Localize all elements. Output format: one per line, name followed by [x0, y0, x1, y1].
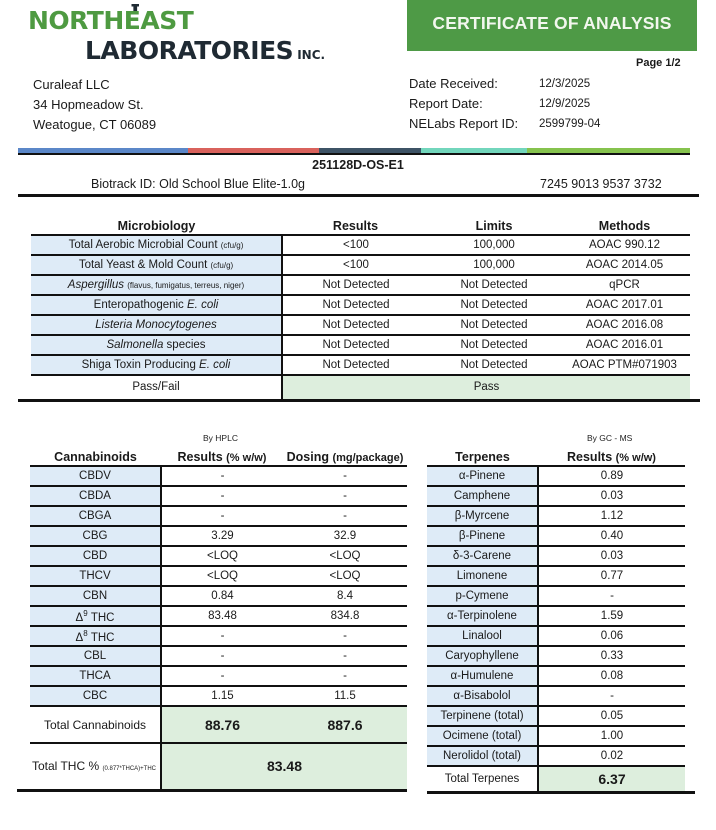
- table-row: [17, 626, 407, 646]
- result-value: <100: [282, 235, 429, 255]
- certificate-banner: CERTIFICATE OF ANALYSIS: [407, 0, 697, 51]
- table-row: [17, 606, 407, 626]
- method-value: AOAC 2017.01: [559, 295, 690, 315]
- table-row: [17, 466, 407, 486]
- table-row: [427, 626, 695, 646]
- result-value: Not Detected: [282, 295, 429, 315]
- color-segment-teal: [421, 148, 527, 153]
- test-name: Shiga Toxin Producing E. coli: [31, 355, 282, 375]
- header-dosing: Dosing (mg/package): [286, 450, 404, 464]
- cannabinoid-name: THCV: [30, 566, 161, 586]
- result-value: -: [161, 466, 283, 486]
- divider: [18, 194, 699, 197]
- total-thc-label: Total THC % (0.877*THCA)+THC: [30, 743, 161, 790]
- result-value: -: [161, 666, 283, 686]
- table-row: [427, 466, 695, 486]
- terpene-name: Linalool: [427, 626, 538, 646]
- method-value: AOAC 990.12: [559, 235, 690, 255]
- table-row: [427, 666, 695, 686]
- color-segment-red: [188, 148, 319, 153]
- terpene-name: Ocimene (total): [427, 726, 538, 746]
- table-row: [427, 486, 695, 506]
- dosing-value: 32.9: [283, 526, 407, 546]
- dosing-value: -: [283, 466, 407, 486]
- logo-suffix: INC.: [297, 48, 326, 62]
- cannabinoid-name: $\Delta^8$ THC: [30, 626, 161, 646]
- meta-value: 12/3/2025: [539, 78, 591, 90]
- dosing-value: <LOQ: [283, 546, 407, 566]
- result-value: <LOQ: [161, 566, 283, 586]
- table-row: [18, 235, 700, 255]
- test-name: Aspergillus (flavus, fumigatus, terreus, niger): [31, 275, 282, 295]
- table-row: [17, 506, 407, 526]
- header-terpenes: Terpenes: [455, 450, 510, 464]
- table-row: [18, 255, 700, 275]
- table-row: [427, 746, 695, 766]
- table-row: [427, 526, 695, 546]
- terpene-name: Limonene: [427, 566, 538, 586]
- result-value: -: [538, 686, 685, 706]
- header-results: Results (% w/w): [177, 450, 267, 464]
- terpene-name: Camphene: [427, 486, 538, 506]
- total-cannabinoids-dosing: 887.6: [283, 706, 407, 743]
- result-value: 0.33: [538, 646, 685, 666]
- cannabinoid-name: $\Delta^9$ THC: [30, 606, 161, 626]
- total-terpenes-label: Total Terpenes: [427, 766, 538, 792]
- table-row: [17, 566, 407, 586]
- total-cannabinoids-row: [17, 706, 407, 743]
- table-row: [18, 295, 700, 315]
- cannabinoid-name: CBG: [30, 526, 161, 546]
- meta-row-report-date: [409, 94, 600, 114]
- result-value: 0.89: [538, 466, 685, 486]
- pass-fail-row: [18, 375, 700, 400]
- total-cannabinoids-result: 88.76: [161, 706, 283, 743]
- terpenes-table: [427, 446, 695, 794]
- table-row: [427, 586, 695, 606]
- method-value: AOAC PTM#071903: [559, 355, 690, 375]
- biotrack-label: Biotrack ID:: [91, 177, 156, 191]
- table-row: [17, 546, 407, 566]
- result-value: Not Detected: [282, 275, 429, 295]
- result-value: Not Detected: [282, 315, 429, 335]
- limit-value: Not Detected: [429, 295, 559, 315]
- cannabinoid-name: THCA: [30, 666, 161, 686]
- dosing-value: -: [283, 646, 407, 666]
- table-row: [427, 686, 695, 706]
- method-value: AOAC 2014.05: [559, 255, 690, 275]
- client-name: Curaleaf LLC: [33, 77, 110, 92]
- method-value: AOAC 2016.08: [559, 315, 690, 335]
- result-value: -: [538, 586, 685, 606]
- cannabinoid-name: CBGA: [30, 506, 161, 526]
- dosing-value: -: [283, 626, 407, 646]
- dosing-value: <LOQ: [283, 566, 407, 586]
- result-value: -: [161, 486, 283, 506]
- test-name: Total Yeast & Mold Count (cfu/g): [31, 255, 282, 275]
- test-name: Salmonella species: [31, 335, 282, 355]
- terpene-name: α-Terpinolene: [427, 606, 538, 626]
- dosing-value: 11.5: [283, 686, 407, 706]
- terpene-name: δ-3-Carene: [427, 546, 538, 566]
- total-thc-value: 83.48: [161, 743, 407, 790]
- color-bar: [18, 148, 690, 155]
- result-value: Not Detected: [282, 355, 429, 375]
- result-value: 1.59: [538, 606, 685, 626]
- result-value: 1.00: [538, 726, 685, 746]
- cannabinoid-name: CBDV: [30, 466, 161, 486]
- header-results: Results: [332, 219, 379, 233]
- result-value: <100: [282, 255, 429, 275]
- terpene-name: Caryophyllene: [427, 646, 538, 666]
- meta-label: Date Received:: [409, 76, 498, 91]
- limit-value: Not Detected: [429, 335, 559, 355]
- table-row: [17, 486, 407, 506]
- table-row: [427, 646, 695, 666]
- terpene-name: β-Myrcene: [427, 506, 538, 526]
- test-name: Listeria Monocytogenes: [31, 315, 282, 335]
- limit-value: Not Detected: [429, 315, 559, 335]
- color-segment-blue: [18, 148, 188, 153]
- result-value: -: [161, 626, 283, 646]
- result-value: 0.05: [538, 706, 685, 726]
- result-value: 0.03: [538, 486, 685, 506]
- cannabinoid-name: CBC: [30, 686, 161, 706]
- northeast-laboratories-logo: [28, 5, 358, 65]
- result-value: 0.03: [538, 546, 685, 566]
- cannabinoid-name: CBDA: [30, 486, 161, 506]
- limit-value: Not Detected: [429, 275, 559, 295]
- terpene-name: Nerolidol (total): [427, 746, 538, 766]
- sample-id: 251128D-OS-E1: [312, 158, 404, 172]
- meta-value: 12/9/2025: [539, 98, 591, 110]
- result-value: 1.12: [538, 506, 685, 526]
- microbiology-table: [18, 215, 700, 402]
- terpene-name: α-Bisabolol: [427, 686, 538, 706]
- color-segment-slate: [319, 148, 421, 153]
- table-row: [427, 566, 695, 586]
- header-methods: Methods: [598, 219, 651, 233]
- hplc-caption: By HPLC: [203, 433, 238, 443]
- header-cannabinoids: Cannabinoids: [54, 450, 137, 464]
- gcms-caption: By GC - MS: [587, 433, 633, 443]
- logo-line1: NORTHEAST: [28, 6, 194, 35]
- header-results: Results (% w/w): [567, 450, 656, 464]
- result-value: 0.06: [538, 626, 685, 646]
- method-value: qPCR: [559, 275, 690, 295]
- pass-fail-label: Pass/Fail: [31, 375, 282, 400]
- dosing-value: -: [283, 506, 407, 526]
- result-value: 1.15: [161, 686, 283, 706]
- terpene-name: Terpinene (total): [427, 706, 538, 726]
- result-value: -: [161, 646, 283, 666]
- table-row: [17, 686, 407, 706]
- test-name: Total Aerobic Microbial Count (cfu/g): [31, 235, 282, 255]
- result-value: <LOQ: [161, 546, 283, 566]
- result-value: Not Detected: [282, 335, 429, 355]
- table-row: [17, 586, 407, 606]
- meta-row-report-id: [409, 114, 600, 134]
- total-thc-row: [17, 743, 407, 790]
- total-terpenes-value: 6.37: [538, 766, 685, 792]
- dosing-value: 834.8: [283, 606, 407, 626]
- table-row: [18, 355, 700, 375]
- cannabinoid-name: CBN: [30, 586, 161, 606]
- limit-value: 100,000: [429, 235, 559, 255]
- table-row: [17, 666, 407, 686]
- page-number: Page 1/2: [636, 57, 681, 69]
- header-microbiology: Microbiology: [117, 219, 196, 233]
- terpene-name: α-Pinene: [427, 466, 538, 486]
- limit-value: Not Detected: [429, 355, 559, 375]
- result-value: 0.84: [161, 586, 283, 606]
- table-row: [17, 526, 407, 546]
- table-row: [18, 315, 700, 335]
- biotrack-id: [91, 177, 305, 191]
- client-address: [33, 75, 156, 135]
- color-segment-green: [527, 148, 690, 153]
- dosing-value: -: [283, 666, 407, 686]
- cannabinoid-name: CBL: [30, 646, 161, 666]
- table-row: [18, 335, 700, 355]
- table-row: [17, 646, 407, 666]
- total-terpenes-row: [427, 766, 695, 792]
- cannabinoid-name: CBD: [30, 546, 161, 566]
- table-row: [427, 706, 695, 726]
- biotrack-number: 7245 9013 9537 3732: [540, 177, 662, 191]
- client-street: 34 Hopmeadow St.: [33, 97, 144, 112]
- result-value: 0.08: [538, 666, 685, 686]
- table-row: [427, 606, 695, 626]
- meta-value: 2599799-04: [539, 118, 601, 130]
- table-row: [427, 546, 695, 566]
- result-value: 0.40: [538, 526, 685, 546]
- logo-line2: [85, 37, 325, 69]
- header-limits: Limits: [475, 219, 513, 233]
- test-name: Enteropathogenic E. coli: [31, 295, 282, 315]
- table-row: [18, 275, 700, 295]
- dosing-value: 8.4: [283, 586, 407, 606]
- report-meta: [409, 74, 600, 134]
- table-row: [427, 726, 695, 746]
- result-value: 0.02: [538, 746, 685, 766]
- meta-label: NELabs Report ID:: [409, 116, 519, 131]
- meta-row-date-received: [409, 74, 600, 94]
- client-city: Weatogue, CT 06089: [33, 117, 157, 132]
- logo-company: LABORATORIES: [85, 36, 294, 65]
- result-value: -: [161, 506, 283, 526]
- limit-value: 100,000: [429, 255, 559, 275]
- dosing-value: -: [283, 486, 407, 506]
- cannabinoids-table: [17, 446, 407, 792]
- biotrack-product: Old School Blue Elite-1.0g: [159, 177, 306, 191]
- terpene-name: β-Pinene: [427, 526, 538, 546]
- result-value: 3.29: [161, 526, 283, 546]
- table-row: [427, 506, 695, 526]
- terpene-name: p-Cymene: [427, 586, 538, 606]
- pass-fail-value: Pass: [282, 375, 690, 400]
- method-value: AOAC 2016.01: [559, 335, 690, 355]
- total-cannabinoids-label: Total Cannabinoids: [30, 706, 161, 743]
- result-value: 83.48: [161, 606, 283, 626]
- terpene-name: α-Humulene: [427, 666, 538, 686]
- result-value: 0.77: [538, 566, 685, 586]
- meta-label: Report Date:: [409, 96, 483, 111]
